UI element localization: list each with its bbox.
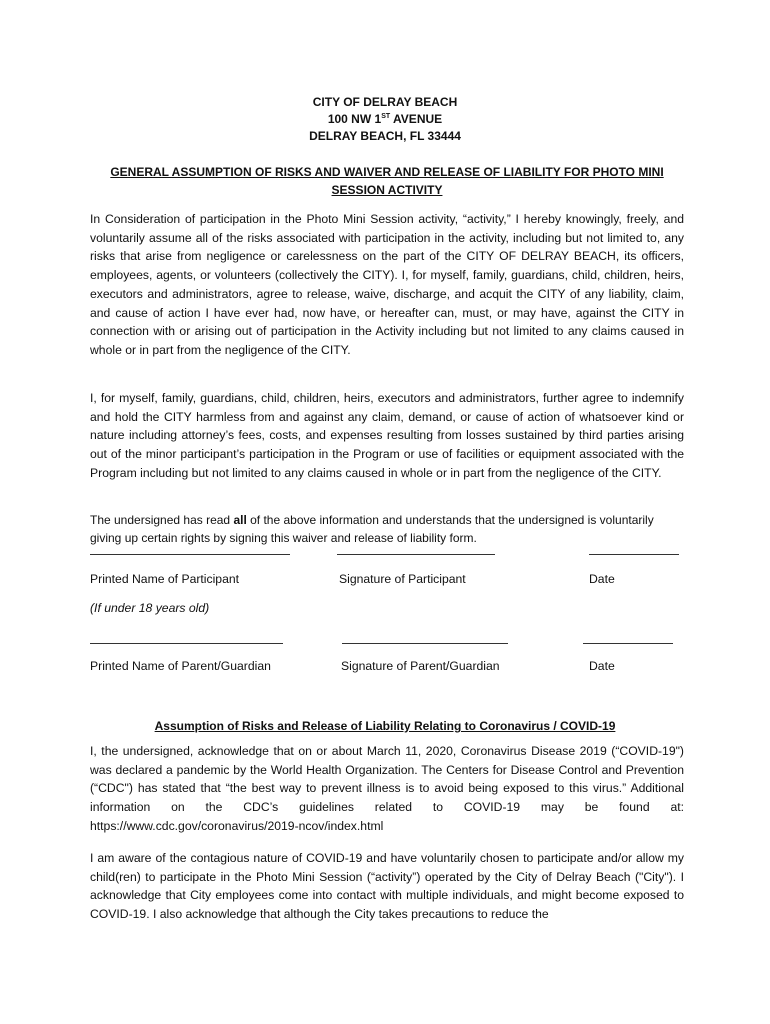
- under-18-note: (If under 18 years old): [90, 601, 210, 615]
- document-header: [0, 94, 770, 145]
- waiver-title: GENERAL ASSUMPTION OF RISKS AND WAIVER AND RELEASE OF LIABILITY FOR PHOTO MINI SESSION ACTIVITY: [110, 165, 664, 197]
- city-state-zip: DELRAY BEACH, FL 33444: [309, 129, 461, 143]
- date-participant-label: Date: [589, 572, 615, 586]
- signature-participant-label: Signature of Participant: [339, 572, 466, 586]
- date-participant-line[interactable]: [589, 554, 679, 555]
- signature-participant-line[interactable]: [337, 554, 495, 555]
- address-street: 100 NW 1: [327, 112, 382, 126]
- ack-text-start: The undersigned has read: [90, 513, 234, 527]
- ack-text-end: of the above information and understands that the undersigned is voluntarily giving up certain rights by signing this waiver and release of liability form.: [90, 513, 654, 545]
- acknowledgement-paragraph: [90, 511, 684, 547]
- covid-pandemic-paragraph: I, the undersigned, acknowledge that on or about March 11, 2020, Coronavirus Disease 2019 (“COVID-19") was declared a pandemic by the World Health Organization. The Centers for Disease Control and Prevention (“CDC") has stated that “the best way to prevent illness is to avoid being exposed to this virus.” Additional information on the CDC’s guidelines related to COVID-19 may be found at: https://www.cdc.gov/coronavirus/2019-ncov/index.html: [90, 744, 684, 833]
- date-parent-label: Date: [589, 659, 615, 673]
- printed-name-participant-line[interactable]: [90, 554, 290, 555]
- indemnify-paragraph: I, for myself, family, guardians, child, children, heirs, executors and administrators, further agree to indemnify and hold the CITY harmless from and against any claim, demand, or cause of action of whatsoever kind or nature including attorney’s fees, costs, and expenses resulting from losses sustained by third parties arising out of the minor participant’s participation in the Program or use of facilities or equipment associated with the Program including but not limited to any claims caused in whole or in part from the negligence of the CITY.: [90, 391, 684, 480]
- city-name: CITY OF DELRAY BEACH: [312, 95, 458, 109]
- covid-section-title: Assumption of Risks and Release of Liability Relating to Coronavirus / COVID-19: [154, 719, 616, 733]
- ack-text-bold: all: [233, 513, 247, 527]
- address-ordinal: ST: [381, 113, 391, 120]
- printed-name-parent-label: Printed Name of Parent/Guardian: [90, 659, 271, 673]
- address-avenue: AVENUE: [390, 112, 443, 126]
- city-address: [0, 111, 770, 128]
- assumption-paragraph: In Consideration of participation in the Photo Mini Session activity, “activity,” I hereby knowingly, freely, and voluntarily assume all of the risks associated with participation in the activity, including but not limited to, any risks that arise from negligence or carelessness on the part of the CITY OF DELRAY BEACH, its officers, employees, agents, or volunteers (collectively the CITY). I, for myself, family, guardians, child, children, heirs, executors and administrators, agree to release, waive, discharge, and acquit the CITY of any liability, claim, and cause of action I have ever had, now have, or hereafter can, must, or may have, against the CITY in connection with or arising out of participation in the Activity including but not limited to any claims caused in whole or in part from the negligence of the CITY.: [90, 212, 684, 357]
- printed-name-participant-label: Printed Name of Participant: [90, 572, 240, 586]
- signature-parent-label: Signature of Parent/Guardian: [341, 659, 500, 673]
- date-parent-line[interactable]: [583, 643, 673, 644]
- covid-contagious-paragraph: I am aware of the contagious nature of COVID-19 and have voluntarily chosen to participate and/or allow my child(ren) to participate in the Photo Mini Session (“activity”) operated by the City of Delray Beach ("City"). I acknowledge that City employees come into contact with multiple individuals, and might become exposed to COVID-19. I also acknowledge that although the City takes precautions to reduce the: [90, 851, 684, 922]
- signature-parent-line[interactable]: [342, 643, 508, 644]
- printed-name-parent-line[interactable]: [90, 643, 283, 644]
